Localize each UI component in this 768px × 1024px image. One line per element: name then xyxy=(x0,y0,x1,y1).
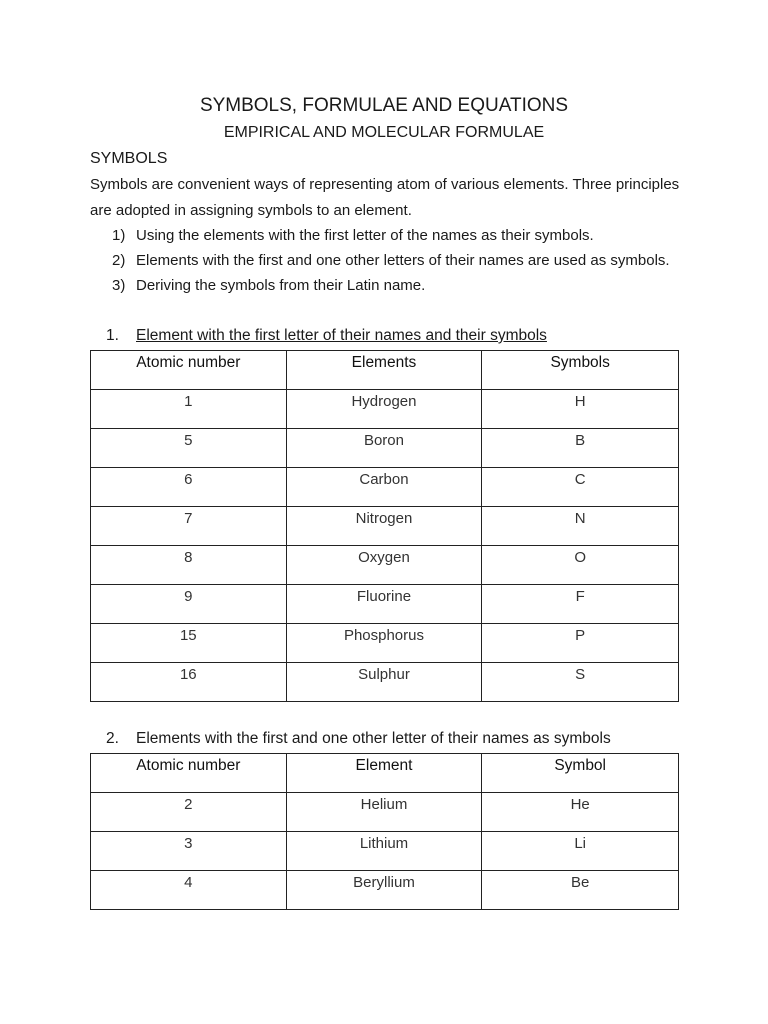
table-cell: 9 xyxy=(91,585,287,624)
table-cell: Sulphur xyxy=(286,663,482,702)
table-row xyxy=(91,871,679,910)
table-row xyxy=(91,585,679,624)
table-cell: H xyxy=(482,390,679,429)
table-row xyxy=(91,546,679,585)
table-cell: Lithium xyxy=(286,832,482,871)
table-cell: Fluorine xyxy=(286,585,482,624)
table-cell: F xyxy=(482,585,679,624)
table-cell: Boron xyxy=(286,429,482,468)
table-cell: He xyxy=(482,793,679,832)
table-row xyxy=(91,429,679,468)
table-cell: Carbon xyxy=(286,468,482,507)
table-cell: N xyxy=(482,507,679,546)
principles-list xyxy=(112,223,680,298)
table-cell: Beryllium xyxy=(286,871,482,910)
list-item: 2) Elements with the first and one other letters of their names are used as symbols. xyxy=(112,252,670,269)
table-cell: P xyxy=(482,624,679,663)
table-header: Atomic number xyxy=(91,754,287,793)
table-header: Symbol xyxy=(482,754,679,793)
intro-paragraph: Symbols are convenient ways of representing atom of various elements. Three principles are adopted in assigning symbols to an element. xyxy=(90,176,680,219)
table-cell: O xyxy=(482,546,679,585)
table-cell: C xyxy=(482,468,679,507)
table-header-row xyxy=(91,754,679,793)
table-row xyxy=(91,390,679,429)
page-subtitle: EMPIRICAL AND MOLECULAR FORMULAE xyxy=(223,124,545,141)
section2-table xyxy=(90,753,679,910)
table-cell: 5 xyxy=(91,429,287,468)
section1-table xyxy=(90,350,679,702)
table-row xyxy=(91,663,679,702)
table-row xyxy=(91,507,679,546)
table-cell: 1 xyxy=(91,390,287,429)
table-cell: 3 xyxy=(91,832,287,871)
table-header-row xyxy=(91,351,679,390)
table-header: Element xyxy=(286,754,482,793)
section1-title: 1. Element with the first letter of their names and their symbols xyxy=(106,327,547,344)
table-row xyxy=(91,468,679,507)
table-cell: 6 xyxy=(91,468,287,507)
list-item: 3) Deriving the symbols from their Latin name. xyxy=(112,277,426,294)
table-cell: 15 xyxy=(91,624,287,663)
table-cell: 7 xyxy=(91,507,287,546)
table-cell: 8 xyxy=(91,546,287,585)
table-header: Symbols xyxy=(482,351,679,390)
table-cell: 2 xyxy=(91,793,287,832)
table-header: Elements xyxy=(286,351,482,390)
table-row xyxy=(91,832,679,871)
table-cell: Phosphorus xyxy=(286,624,482,663)
page-title: SYMBOLS, FORMULAE AND EQUATIONS xyxy=(199,95,569,116)
section2-title: 2. Elements with the first and one other letter of their names as symbols xyxy=(106,730,611,747)
table-cell: Nitrogen xyxy=(286,507,482,546)
table-cell: B xyxy=(482,429,679,468)
table-cell: Li xyxy=(482,832,679,871)
table-cell: 16 xyxy=(91,663,287,702)
table-cell: S xyxy=(482,663,679,702)
table-cell: Be xyxy=(482,871,679,910)
table-cell: 4 xyxy=(91,871,287,910)
section-heading: SYMBOLS xyxy=(90,150,168,167)
table-row xyxy=(91,793,679,832)
table-header: Atomic number xyxy=(91,351,287,390)
table-cell: Hydrogen xyxy=(286,390,482,429)
table-cell: Helium xyxy=(286,793,482,832)
list-item: 1) Using the elements with the first letter of the names as their symbols. xyxy=(112,227,594,244)
table-row xyxy=(91,624,679,663)
table-cell: Oxygen xyxy=(286,546,482,585)
